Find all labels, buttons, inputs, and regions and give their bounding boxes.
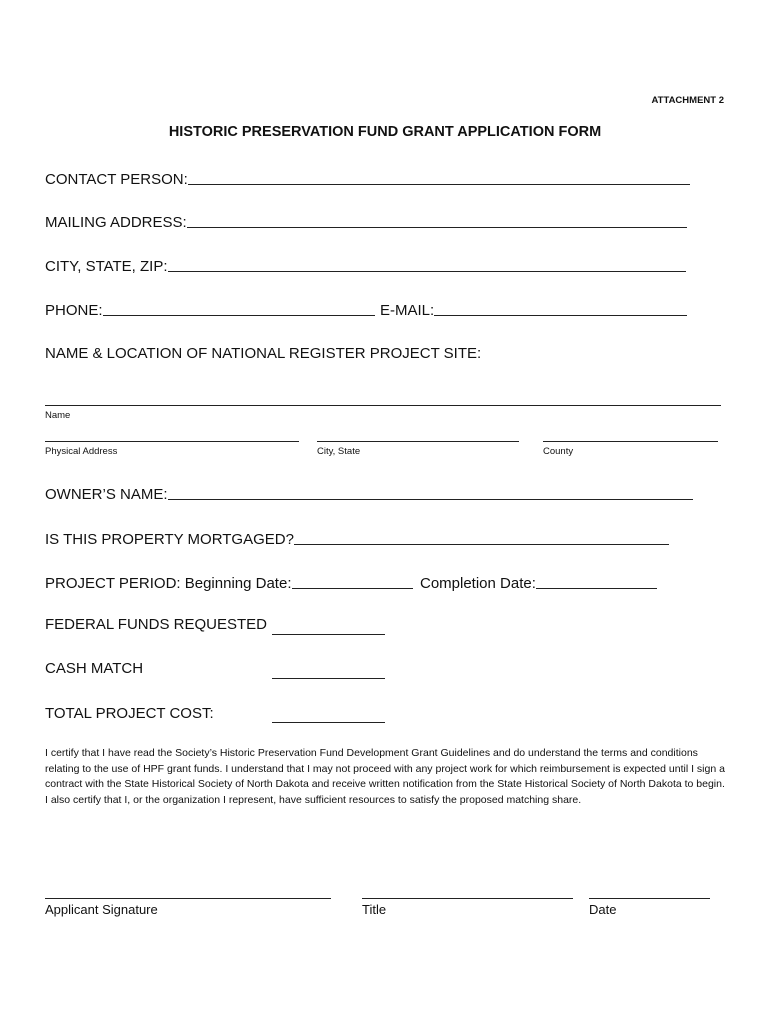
mortgaged-label: IS THIS PROPERTY MORTGAGED? [45, 531, 294, 548]
beginning-date-label: PROJECT PERIOD: Beginning Date: [45, 575, 292, 592]
total-cost-field[interactable] [272, 722, 385, 723]
contact-person-field[interactable] [188, 184, 690, 185]
site-physical-address-label: Physical Address [45, 446, 118, 457]
total-cost-label: TOTAL PROJECT COST: [45, 705, 214, 722]
date-signature-field[interactable] [589, 898, 710, 899]
form-title: HISTORIC PRESERVATION FUND GRANT APPLICATION FORM [168, 124, 602, 140]
phone-label: PHONE: [45, 302, 103, 319]
mailing-address-field[interactable] [187, 227, 687, 228]
project-period-row [45, 572, 413, 592]
completion-date-row [420, 572, 657, 592]
title-signature-label: Title [362, 902, 387, 917]
contact-person-label: CONTACT PERSON: [45, 171, 188, 188]
contact-person-row [45, 168, 690, 188]
site-name-field[interactable] [45, 405, 721, 406]
site-physical-address-field[interactable] [45, 441, 299, 442]
beginning-date-field[interactable] [292, 588, 413, 589]
email-row [380, 299, 687, 319]
date-signature-label: Date [589, 902, 617, 917]
site-city-state-label: City, State [317, 446, 361, 457]
project-site-heading: NAME & LOCATION OF NATIONAL REGISTER PROJECT SITE: [45, 345, 482, 362]
federal-funds-field[interactable] [272, 634, 385, 635]
cash-match-field[interactable] [272, 678, 385, 679]
email-field[interactable] [434, 315, 687, 316]
cash-match-label: CASH MATCH [45, 660, 144, 677]
applicant-signature-field[interactable] [45, 898, 331, 899]
mailing-address-row [45, 211, 687, 231]
certification-text: I certify that I have read the Society’s Historic Preservation Fund Development Grant Guidelines and do understand the terms and conditions relating to the use of HPF grant funds. I understand that I may not proceed with any project work for which reimbursement is expected until I sign a contract with the State Historical Society of North Dakota and receive written notification from the State Historical Society of North Dakota to begin. I also certify that I, or the organization I represent, have sufficient resources to satisfy the proposed matching share. [45, 747, 725, 806]
owners-name-field[interactable] [168, 499, 693, 500]
mortgaged-field[interactable] [294, 544, 669, 545]
title-signature-field[interactable] [362, 898, 573, 899]
mailing-address-label: MAILING ADDRESS: [45, 214, 187, 231]
completion-date-field[interactable] [536, 588, 657, 589]
email-label: E-MAIL: [380, 302, 435, 319]
applicant-signature-label: Applicant Signature [45, 902, 158, 917]
phone-field[interactable] [103, 315, 375, 316]
phone-row [45, 299, 375, 319]
city-state-zip-row [45, 255, 686, 275]
completion-date-label: Completion Date: [420, 575, 536, 592]
city-state-zip-label: CITY, STATE, ZIP: [45, 258, 168, 275]
owners-name-label: OWNER’S NAME: [45, 486, 168, 503]
site-city-state-field[interactable] [317, 441, 519, 442]
federal-funds-label: FEDERAL FUNDS REQUESTED [45, 616, 267, 633]
owners-name-row [45, 483, 693, 503]
site-county-field[interactable] [543, 441, 718, 442]
city-state-zip-field[interactable] [168, 271, 686, 272]
site-county-label: County [543, 446, 574, 457]
attachment-label: ATTACHMENT 2 [651, 95, 724, 106]
mortgaged-row [45, 528, 669, 548]
site-name-label: Name [45, 410, 71, 421]
